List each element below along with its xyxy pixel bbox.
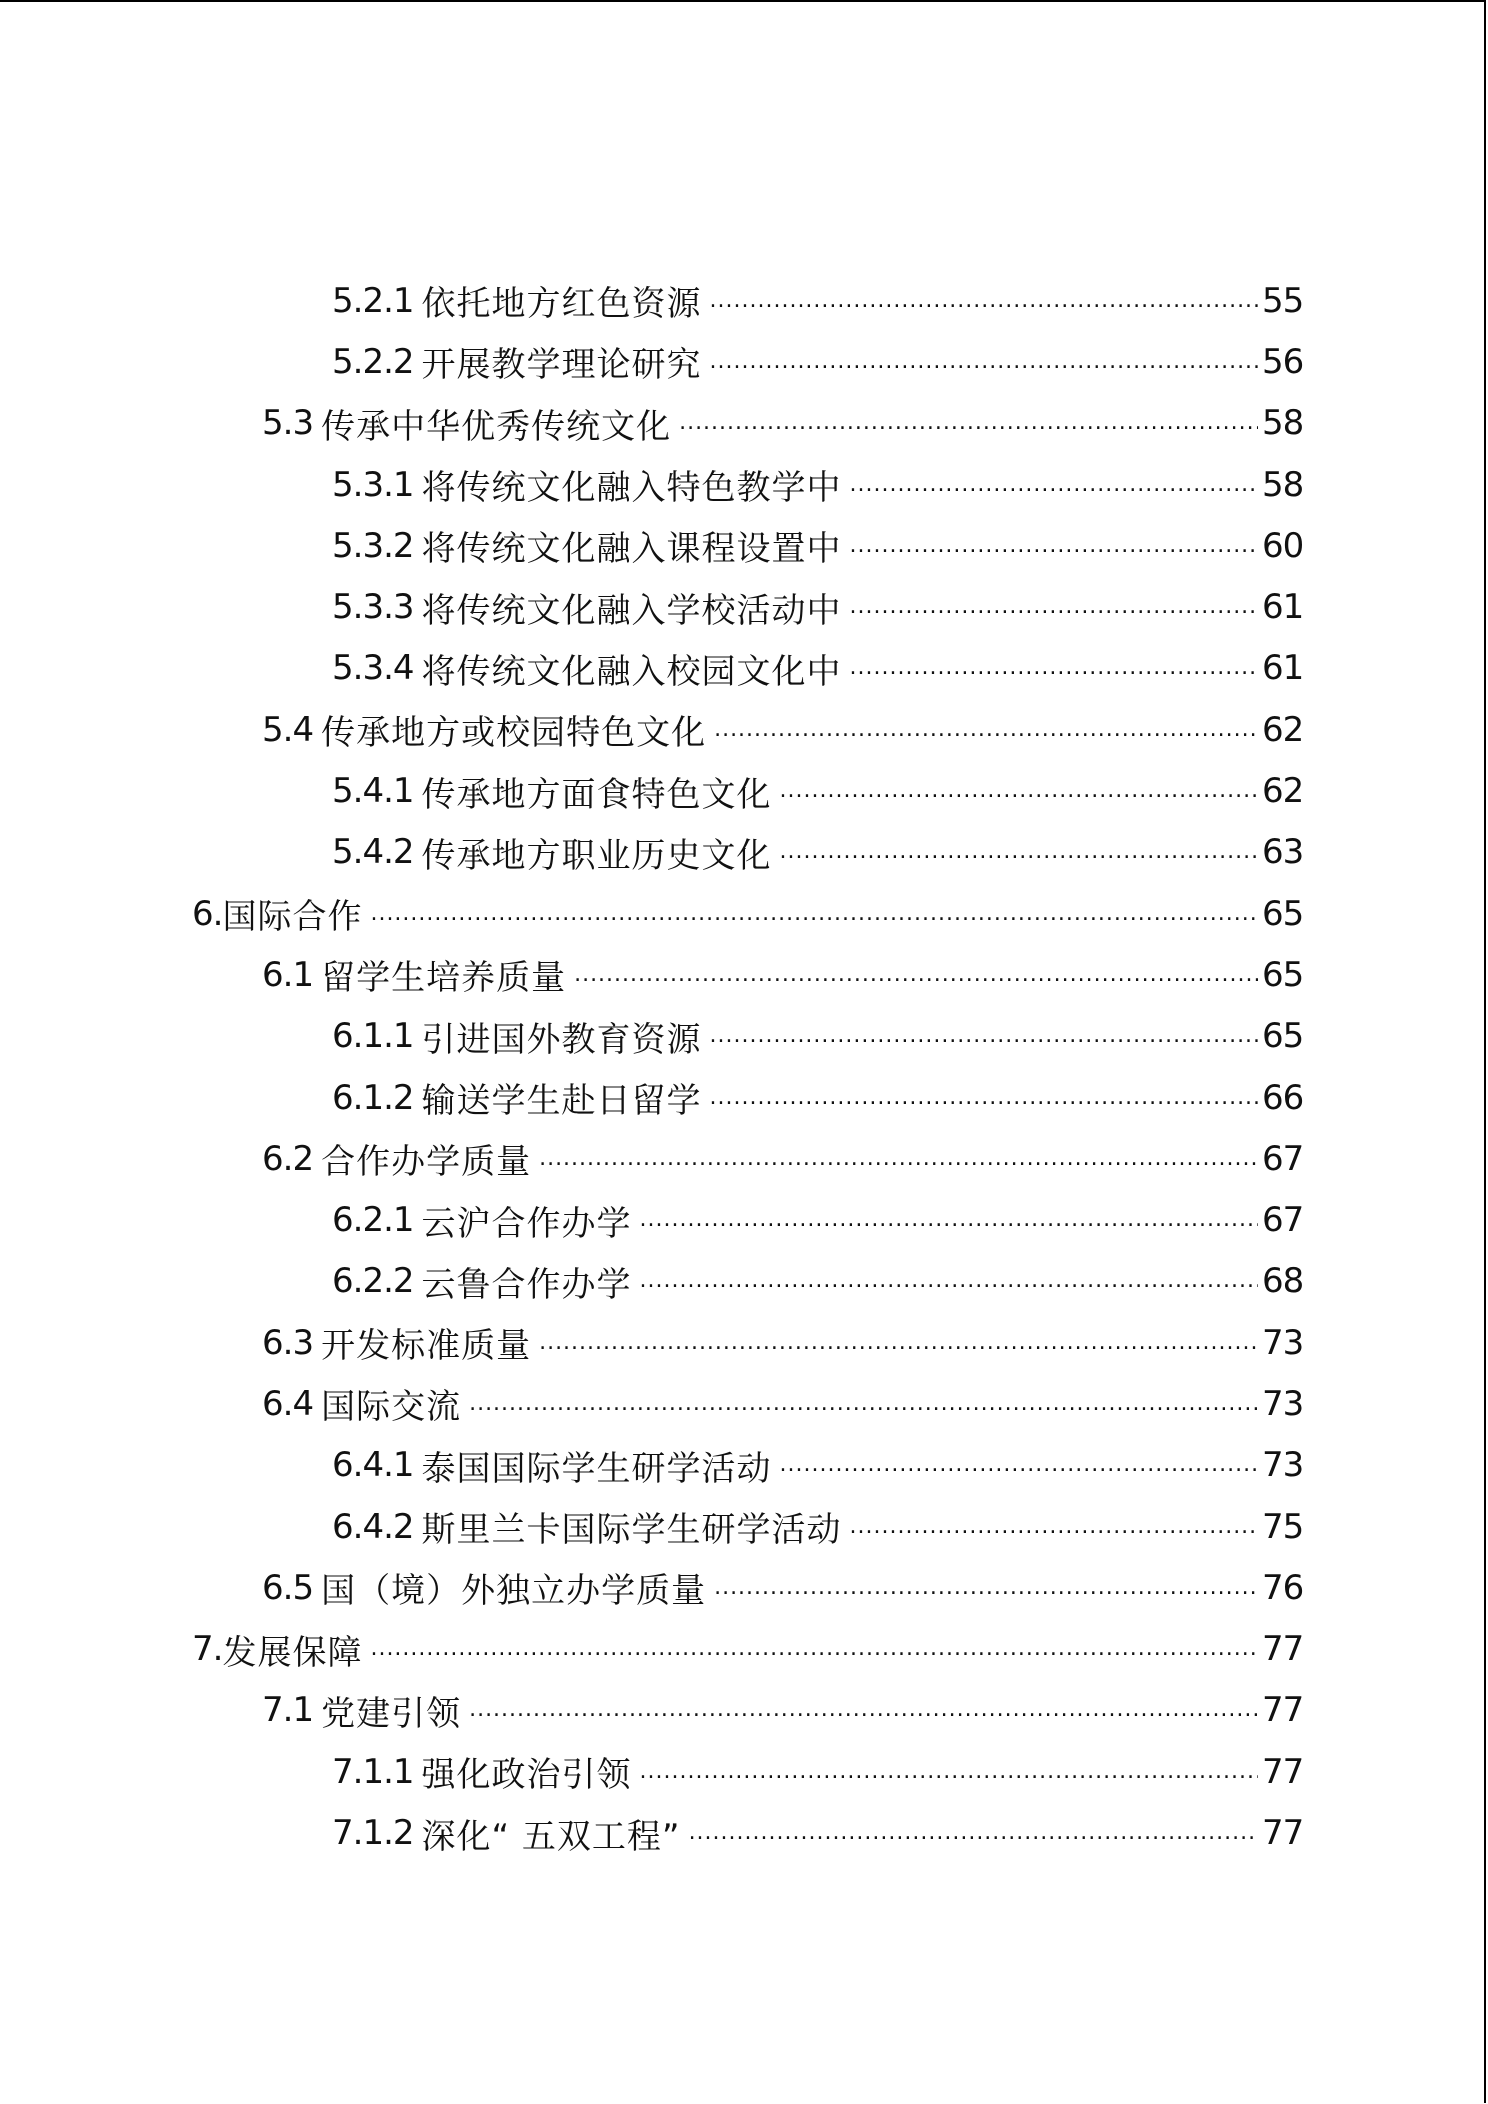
- dot-leader: [469, 1387, 1258, 1421]
- toc-entry-page: 73: [1262, 1445, 1304, 1486]
- toc-entry-page: 56: [1262, 341, 1304, 382]
- toc-entry[interactable]: [0, 638, 1304, 699]
- toc-entry[interactable]: [0, 1619, 1304, 1680]
- toc-entry-title: 国际交流: [321, 1387, 462, 1428]
- toc-entry-title: 将传统文化融入学校活动中: [421, 590, 842, 631]
- toc-entry-number: 5.4: [262, 709, 314, 750]
- dot-leader: [370, 1632, 1258, 1666]
- toc-entry-title: 云沪合作办学: [421, 1203, 632, 1244]
- dot-leader: [710, 1019, 1258, 1053]
- toc-entry-number: 5.3.2: [332, 525, 414, 566]
- toc-entry-number: 5.2.2: [332, 341, 414, 382]
- toc-entry-title: 传承地方职业历史文化: [421, 835, 772, 876]
- toc-entry[interactable]: [0, 576, 1304, 637]
- toc-entry-title: 斯里兰卡国际学生研学活动: [421, 1510, 842, 1551]
- toc-entry-page: 65: [1262, 954, 1304, 995]
- toc-entry-number: 6.3: [262, 1322, 314, 1363]
- toc-entry[interactable]: [0, 331, 1304, 392]
- toc-entry-number: 5.2.1: [332, 280, 414, 321]
- toc-entry[interactable]: [0, 1128, 1304, 1189]
- dot-leader: [640, 1755, 1258, 1789]
- toc-entry-title: 将传统文化融入校园文化中: [421, 651, 842, 692]
- toc-entry-page: 58: [1262, 464, 1304, 505]
- toc-entry[interactable]: [0, 393, 1304, 454]
- toc-entry-title: 传承地方面食特色文化: [421, 774, 772, 815]
- toc-entry-page: 62: [1262, 771, 1304, 812]
- toc-entry[interactable]: [0, 822, 1304, 883]
- toc-entry-page: 77: [1262, 1629, 1304, 1670]
- toc-entry-number: 5.4.2: [332, 832, 414, 873]
- dot-leader: [850, 651, 1258, 685]
- toc-entry-page: 65: [1262, 1016, 1304, 1057]
- toc-entry-page: 55: [1262, 280, 1304, 321]
- toc-entry-title: 引进国外教育资源: [421, 1019, 702, 1060]
- dot-leader: [780, 835, 1258, 869]
- dot-leader: [850, 529, 1258, 563]
- dot-leader: [370, 897, 1258, 931]
- dot-leader: [539, 1326, 1258, 1360]
- toc-entry-page: 65: [1262, 893, 1304, 934]
- toc-entry[interactable]: [0, 883, 1304, 944]
- toc-entry-title: 将传统文化融入课程设置中: [421, 529, 842, 570]
- toc-entry-number: 6.5: [262, 1567, 314, 1608]
- toc-entry-title: 合作办学质量: [321, 1142, 532, 1183]
- toc-entry-title: 深化“ 五双工程”: [421, 1816, 681, 1857]
- toc-entry[interactable]: [0, 1312, 1304, 1373]
- toc-entry-title: 留学生培养质量: [321, 958, 567, 999]
- toc-entry-page: 66: [1262, 1077, 1304, 1118]
- toc-entry-title: 云鲁合作办学: [421, 1264, 632, 1305]
- toc-entry-title: 国（境）外独立办学质量: [321, 1571, 707, 1612]
- dot-leader: [710, 345, 1258, 379]
- toc-entry-title: 传承地方或校园特色文化: [321, 713, 707, 754]
- toc-entry-number: 6.2.2: [332, 1261, 414, 1302]
- toc-entry-title: 党建引领: [321, 1693, 462, 1734]
- toc-entry-number: 6.4.2: [332, 1506, 414, 1547]
- toc-entry-number: 6.1.1: [332, 1016, 414, 1057]
- toc-entry-number: 6.4: [262, 1383, 314, 1424]
- dot-leader: [640, 1264, 1258, 1298]
- toc-entry-page: 73: [1262, 1322, 1304, 1363]
- toc-entry[interactable]: [0, 1006, 1304, 1067]
- toc-entry[interactable]: [0, 760, 1304, 821]
- toc-entry-title: 依托地方红色资源: [421, 284, 702, 325]
- toc-entry[interactable]: [0, 1373, 1304, 1434]
- toc-entry-number: 5.3.1: [332, 464, 414, 505]
- toc-entry[interactable]: [0, 1741, 1304, 1802]
- dot-leader: [640, 1203, 1258, 1237]
- toc-entry-page: 61: [1262, 648, 1304, 689]
- toc-entry-page: 75: [1262, 1506, 1304, 1547]
- toc-entry-number: 7.1: [262, 1690, 314, 1731]
- toc-entry[interactable]: [0, 699, 1304, 760]
- toc-entry[interactable]: [0, 1802, 1304, 1863]
- dot-leader: [850, 1510, 1258, 1544]
- toc-entry[interactable]: [0, 1557, 1304, 1618]
- toc-entry[interactable]: [0, 1435, 1304, 1496]
- toc-entry-title: 强化政治引领: [421, 1755, 632, 1796]
- toc-entry-page: 77: [1262, 1751, 1304, 1792]
- dot-leader: [780, 1448, 1258, 1482]
- toc-entry-number: 7.1.2: [332, 1813, 414, 1854]
- toc-entry-number: 7.: [192, 1629, 223, 1670]
- toc-entry-title: 发展保障: [222, 1632, 363, 1673]
- toc-entry-number: 6.1: [262, 954, 314, 995]
- toc-entry-page: 61: [1262, 587, 1304, 628]
- toc-entry[interactable]: [0, 1680, 1304, 1741]
- toc-entry[interactable]: [0, 454, 1304, 515]
- toc-entry-number: 6.2.1: [332, 1200, 414, 1241]
- toc-entry-page: 62: [1262, 709, 1304, 750]
- toc-entry[interactable]: [0, 270, 1304, 331]
- dot-leader: [469, 1693, 1258, 1727]
- dot-leader: [780, 774, 1258, 808]
- toc-entry-page: 67: [1262, 1200, 1304, 1241]
- toc-entry-title: 传承中华优秀传统文化: [321, 406, 672, 447]
- toc-entry[interactable]: [0, 1189, 1304, 1250]
- toc-entry-page: 67: [1262, 1138, 1304, 1179]
- toc-entry-page: 63: [1262, 832, 1304, 873]
- toc-entry-number: 6.1.2: [332, 1077, 414, 1118]
- toc-entry-title: 开展教学理论研究: [421, 345, 702, 386]
- toc-entry[interactable]: [0, 1496, 1304, 1557]
- toc-entry-title: 输送学生赴日留学: [421, 1081, 702, 1121]
- toc-entry-number: 6.: [192, 893, 223, 934]
- toc-entry-page: 73: [1262, 1383, 1304, 1424]
- toc-entry-number: 5.3.3: [332, 587, 414, 628]
- toc-entry-number: 7.1.1: [332, 1751, 414, 1792]
- toc-entry-title: 国际合作: [222, 897, 363, 938]
- toc-entry-page: 60: [1262, 525, 1304, 566]
- toc-entry-page: 68: [1262, 1261, 1304, 1302]
- toc-entry-number: 6.2: [262, 1138, 314, 1179]
- dot-leader: [710, 1081, 1258, 1115]
- toc-entry-number: 5.3: [262, 403, 314, 444]
- toc-entry[interactable]: [0, 1251, 1304, 1312]
- dot-leader: [710, 284, 1258, 318]
- toc-entry[interactable]: [0, 1067, 1304, 1128]
- dot-leader: [689, 1816, 1258, 1850]
- toc-entry-title: 泰国国际学生研学活动: [421, 1448, 772, 1489]
- toc-entry-title: 将传统文化融入特色教学中: [421, 468, 842, 509]
- dot-leader: [714, 713, 1258, 747]
- toc-entry-page: 77: [1262, 1690, 1304, 1731]
- toc-entry-page: 77: [1262, 1813, 1304, 1854]
- toc-entry-number: 5.3.4: [332, 648, 414, 689]
- toc-entry-page: 58: [1262, 403, 1304, 444]
- toc-entry-page: 76: [1262, 1567, 1304, 1608]
- table-of-contents: [0, 270, 1304, 1864]
- toc-entry[interactable]: [0, 515, 1304, 576]
- toc-entry[interactable]: [0, 944, 1304, 1005]
- dot-leader: [574, 958, 1258, 992]
- toc-entry-title: 开发标准质量: [321, 1326, 532, 1367]
- dot-leader: [714, 1571, 1258, 1605]
- dot-leader: [679, 406, 1258, 440]
- toc-entry-number: 5.4.1: [332, 771, 414, 812]
- dot-leader: [539, 1142, 1258, 1176]
- dot-leader: [850, 468, 1258, 502]
- dot-leader: [850, 590, 1258, 624]
- toc-entry-number: 6.4.1: [332, 1445, 414, 1486]
